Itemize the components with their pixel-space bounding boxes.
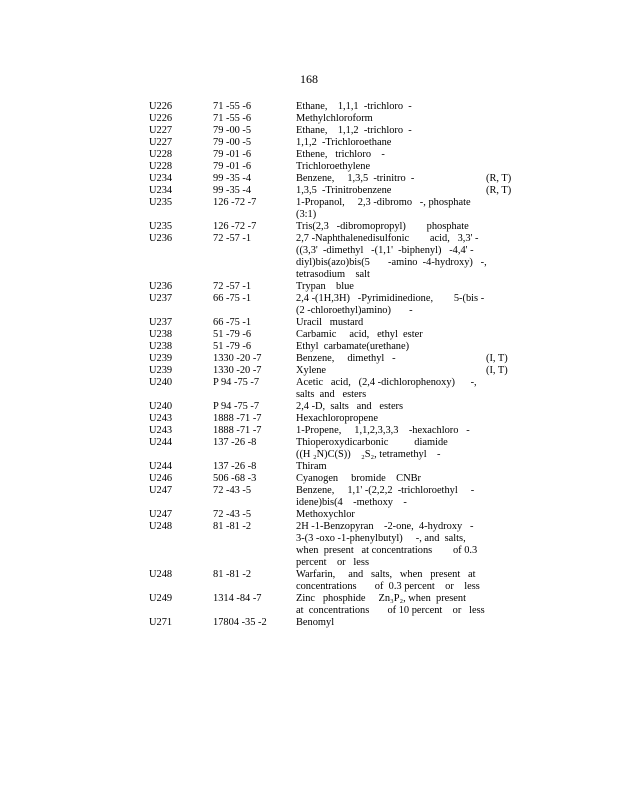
cas-number: 79 -00 -5	[213, 137, 252, 148]
waste-code: U237	[149, 317, 173, 328]
substance-name-line: Warfarin, and salts, when present at	[296, 569, 476, 580]
waste-code: U237	[149, 293, 173, 304]
cas-number: 66 -75 -1	[213, 293, 252, 304]
substance-name	[296, 437, 486, 461]
cas-number: 1330 -20 -7	[213, 365, 262, 376]
cas-number: 126 -72 -7	[213, 221, 257, 232]
waste-code: U227	[149, 137, 173, 148]
waste-code: U240	[149, 377, 173, 388]
substance-name	[296, 353, 486, 365]
table-row	[149, 473, 529, 485]
table-row	[149, 413, 529, 425]
table-row	[149, 509, 529, 521]
cas-number: 17804 -35 -2	[213, 617, 267, 628]
cas-number: 51 -79 -6	[213, 329, 252, 340]
substance-name-line: Carbamic acid, ethyl ester	[296, 329, 423, 340]
substance-name-line: tetrasodium salt	[296, 269, 370, 280]
waste-code: U243	[149, 413, 173, 424]
waste-code: U235	[149, 221, 173, 232]
waste-code: U239	[149, 353, 173, 364]
substance-name-line: Cyanogen bromide CNBr	[296, 473, 421, 484]
cas-number: 81 -81 -2	[213, 569, 252, 580]
substance-name-line: Thioperoxydicarbonic diamide	[296, 437, 448, 448]
substance-name	[296, 425, 486, 437]
table-row	[149, 137, 529, 149]
table-row	[149, 569, 529, 593]
substance-name-line: Thiram	[296, 461, 327, 472]
cas-number: P 94 -75 -7	[213, 401, 260, 412]
cas-number: 72 -43 -5	[213, 509, 252, 520]
cas-number: 79 -01 -6	[213, 161, 252, 172]
cas-number: 72 -43 -5	[213, 485, 252, 496]
substance-name	[296, 569, 486, 593]
substance-name	[296, 461, 486, 473]
substance-name	[296, 617, 486, 629]
cas-number: 137 -26 -8	[213, 461, 257, 472]
substance-name-line: 1-Propanol, 2,3 -dibromo -, phosphate	[296, 197, 471, 208]
substance-name	[296, 185, 486, 197]
substance-name-line: Uracil mustard	[296, 317, 364, 328]
hazard-code: (I, T)	[486, 365, 508, 376]
table-row	[149, 149, 529, 161]
substance-name	[296, 485, 486, 509]
substance-name-line: salts and esters	[296, 389, 367, 400]
table-row	[149, 173, 529, 185]
table-row	[149, 281, 529, 293]
waste-code: U234	[149, 185, 173, 196]
substance-name	[296, 521, 486, 569]
substance-name-line: Methylchloroform	[296, 113, 373, 124]
substance-name	[296, 377, 486, 401]
table-row	[149, 125, 529, 137]
table-row	[149, 593, 529, 617]
waste-code: U238	[149, 341, 173, 352]
waste-code: U234	[149, 173, 173, 184]
table-row	[149, 113, 529, 125]
substance-name	[296, 281, 486, 293]
cas-number: 1888 -71 -7	[213, 425, 262, 436]
waste-code: U247	[149, 485, 173, 496]
substance-name-line: Benzene, 1,3,5 -trinitro -	[296, 173, 415, 184]
substance-name-line: Methoxychlor	[296, 509, 355, 520]
substance-name	[296, 413, 486, 425]
waste-code: U248	[149, 521, 173, 532]
waste-code: U226	[149, 101, 173, 112]
hazard-code: (R, T)	[486, 173, 512, 184]
cas-number: 72 -57 -1	[213, 233, 252, 244]
waste-code: U238	[149, 329, 173, 340]
substance-name-line: percent or less	[296, 557, 369, 568]
waste-code: U243	[149, 425, 173, 436]
waste-code: U236	[149, 233, 173, 244]
substance-name	[296, 149, 486, 161]
substance-name	[296, 341, 486, 353]
substance-name-line: Benzene, dimethyl -	[296, 353, 396, 364]
table-row	[149, 461, 529, 473]
table-row	[149, 437, 529, 461]
substance-name-line: Acetic acid, (2,4 -dichlorophenoxy) -,	[296, 377, 477, 388]
cas-number: 99 -35 -4	[213, 185, 252, 196]
table-row	[149, 353, 529, 365]
substance-name-line: ((3,3' -dimethyl -(1,1' -biphenyl) -4,4' -	[296, 245, 474, 256]
substance-name	[296, 221, 486, 233]
cas-number: 1314 -84 -7	[213, 593, 262, 604]
table-row	[149, 485, 529, 509]
cas-number: 79 -01 -6	[213, 149, 252, 160]
page-number: 168	[300, 72, 318, 86]
cas-number: 51 -79 -6	[213, 341, 252, 352]
hazard-code: (I, T)	[486, 353, 508, 364]
substance-name-line: (2 -chloroethyl)amino) -	[296, 305, 413, 316]
substance-name	[296, 365, 486, 377]
substance-name	[296, 293, 486, 317]
cas-number: 137 -26 -8	[213, 437, 257, 448]
substance-name-line: when present at concentrations of 0.3	[296, 545, 478, 556]
substance-name	[296, 101, 486, 113]
cas-number: 1888 -71 -7	[213, 413, 262, 424]
table-row	[149, 185, 529, 197]
substance-name-line: Hexachloropropene	[296, 413, 378, 424]
cas-number: 99 -35 -4	[213, 173, 252, 184]
substance-name-line: Ethane, 1,1,2 -trichloro -	[296, 125, 412, 136]
substance-name-line: concentrations of 0.3 percent or less	[296, 581, 480, 592]
substance-name-line: 2H -1-Benzopyran -2-one, 4-hydroxy -	[296, 521, 474, 532]
substance-name-line: 1,1,2 -Trichloroethane	[296, 137, 392, 148]
waste-code: U248	[149, 569, 173, 580]
cas-number: 71 -55 -6	[213, 101, 252, 112]
waste-code: U235	[149, 197, 173, 208]
substance-name-line: Ethene, trichloro -	[296, 149, 385, 160]
cas-number: 81 -81 -2	[213, 521, 252, 532]
substance-name-line: Trypan blue	[296, 281, 354, 292]
substance-name-line: 1-Propene, 1,1,2,3,3,3 -hexachloro -	[296, 425, 470, 436]
cas-number: 126 -72 -7	[213, 197, 257, 208]
substance-name	[296, 161, 486, 173]
substance-name-line: 2,4 -D, salts and esters	[296, 401, 404, 412]
table-row	[149, 329, 529, 341]
table-row	[149, 341, 529, 353]
waste-code: U244	[149, 437, 173, 448]
substance-name-line: Ethane, 1,1,1 -trichloro -	[296, 101, 412, 112]
table-row	[149, 101, 529, 113]
waste-code-table	[149, 101, 529, 629]
waste-code: U249	[149, 593, 173, 604]
substance-name-line: Xylene	[296, 365, 327, 376]
substance-name	[296, 137, 486, 149]
substance-name-line: at concentrations of 10 percent or less	[296, 605, 485, 616]
table-row	[149, 197, 529, 221]
substance-name	[296, 401, 486, 413]
hazard-code: (R, T)	[486, 185, 512, 196]
substance-name-line: (3:1)	[296, 209, 317, 220]
substance-name-line: idene)bis(4 -methoxy -	[296, 497, 407, 508]
waste-code: U228	[149, 149, 173, 160]
waste-code: U227	[149, 125, 173, 136]
substance-name	[296, 113, 486, 125]
substance-name-line: Ethyl carbamate(urethane)	[296, 341, 410, 352]
substance-name	[296, 197, 486, 221]
waste-code: U244	[149, 461, 173, 472]
substance-name	[296, 317, 486, 329]
substance-name	[296, 509, 486, 521]
waste-code: U246	[149, 473, 173, 484]
substance-name-line: Zinc phosphide Zn₃P₂, when present	[296, 593, 467, 604]
substance-name-line: Benomyl	[296, 617, 335, 628]
table-row	[149, 401, 529, 413]
waste-code: U240	[149, 401, 173, 412]
waste-code: U228	[149, 161, 173, 172]
waste-code: U247	[149, 509, 173, 520]
table-row	[149, 377, 529, 401]
table-row	[149, 365, 529, 377]
substance-name	[296, 593, 486, 617]
table-row	[149, 233, 529, 281]
substance-name	[296, 473, 486, 485]
cas-number: 72 -57 -1	[213, 281, 252, 292]
substance-name-line: Tris(2,3 -dibromopropyl) phosphate	[296, 221, 469, 232]
substance-name-line: 2,7 -Naphthalenedisulfonic acid, 3,3' -	[296, 233, 479, 244]
substance-name	[296, 173, 486, 185]
substance-name-line: ((H ₂N)C(S)) ₂S₂, tetramethyl -	[296, 449, 441, 460]
cas-number: 79 -00 -5	[213, 125, 252, 136]
cas-number: 1330 -20 -7	[213, 353, 262, 364]
substance-name-line: Trichloroethylene	[296, 161, 371, 172]
substance-name-line: 3-(3 -oxo -1-phenylbutyl) -, and salts,	[296, 533, 466, 544]
table-row	[149, 293, 529, 317]
substance-name-line: 1,3,5 -Trinitrobenzene	[296, 185, 392, 196]
cas-number: 71 -55 -6	[213, 113, 252, 124]
substance-name-line: Benzene, 1,1' -(2,2,2 -trichloroethyl -	[296, 485, 475, 496]
table-row	[149, 521, 529, 569]
substance-name	[296, 329, 486, 341]
cas-number: 66 -75 -1	[213, 317, 252, 328]
table-row	[149, 317, 529, 329]
table-row	[149, 617, 529, 629]
substance-name	[296, 233, 486, 281]
cas-number: P 94 -75 -7	[213, 377, 260, 388]
waste-code: U226	[149, 113, 173, 124]
substance-name-line: diyl)bis(azo)bis(5 -amino -4-hydroxy) -,	[296, 257, 487, 268]
waste-code: U239	[149, 365, 173, 376]
cas-number: 506 -68 -3	[213, 473, 257, 484]
substance-name-line: 2,4 -(1H,3H) -Pyrimidinedione, 5-(bis -	[296, 293, 485, 304]
waste-code: U271	[149, 617, 173, 628]
table-row	[149, 425, 529, 437]
waste-code: U236	[149, 281, 173, 292]
substance-name	[296, 125, 486, 137]
table-row	[149, 161, 529, 173]
table-row	[149, 221, 529, 233]
